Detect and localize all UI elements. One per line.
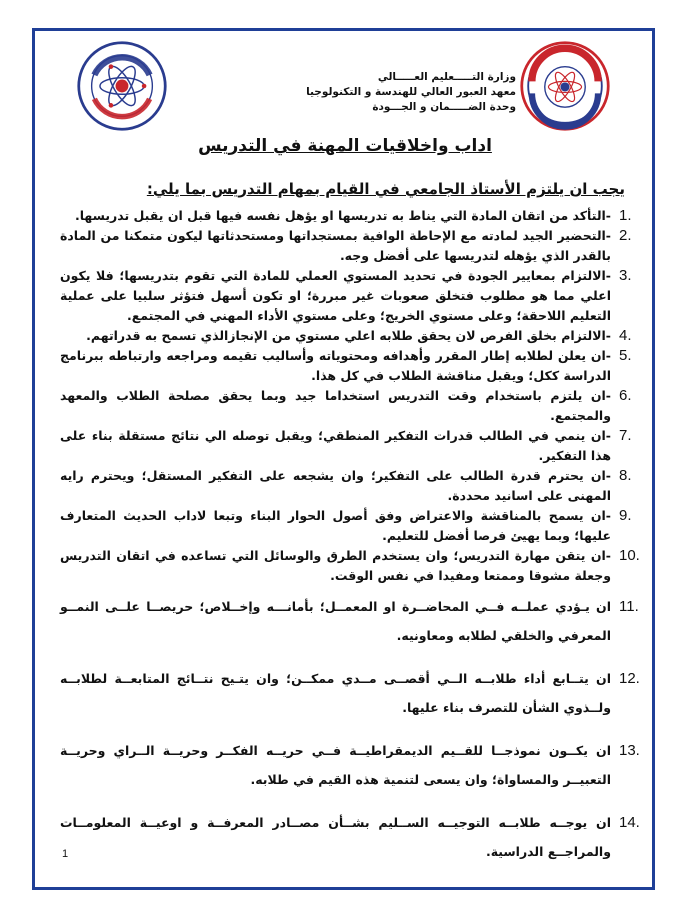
ethics-list	[60, 206, 645, 880]
item-number: 8.	[619, 467, 632, 484]
list-item	[60, 226, 645, 266]
item-number: 9.	[619, 507, 632, 524]
item-text: -الالتزام بخلق الفرص لان يحقق طلابه اعلي مستوي من الإنجازالذي تسمح به قدراتهم.	[86, 328, 611, 343]
ministry-info	[306, 70, 516, 115]
item-text: -الالتزام بمعايير الجودة في تحديد المستوي العملي للمادة التي تقوم بتدريسها؛ فلا يكون اعلي مما هو مطلوب فتخلق صعوبات غير مبررة؛ او تكون أسهل فتؤثر سلبيا على عملية التعليم اللاحقة؛ وعلى مستوي الخريج؛ وعلى مستوي الأداء المهني في المجتمع.	[60, 268, 611, 323]
item-text: -التحضير الجيد لمادته مع الإحاطة الوافية بمستجداتها ومستحدثاتها ليكون متمكنا من المادة بالقدر الذي يؤهله لتدريسها على أفضل وجه.	[60, 228, 611, 263]
page-header	[36, 32, 651, 142]
item-number: 10.	[619, 547, 640, 564]
page-title: اداب واخلاقيات المهنة في التدريس	[198, 136, 492, 156]
list-item	[60, 326, 645, 346]
list-item	[60, 664, 645, 722]
item-text: -التأكد من اتقان المادة التي يناط به تدريسها او يؤهل نفسه فيها قبل ان يقبل تدريسها.	[74, 208, 611, 223]
item-text: -ان يسمح بالمناقشة والاعتراض وفق أصول الحوار البناء وتبعا لاداب الحديث المتعارف عليها؛ وبما يهيئ فرصا أفضل للتعليم.	[60, 508, 611, 543]
item-number: 7.	[619, 427, 632, 444]
list-item	[60, 808, 645, 866]
item-text: ان يوجــه طلابــه التوجيــه الســليم بشــأن مصــادر المعرفــة و اوعيــة المعلومــات والمراجــع الدراسية.	[60, 815, 611, 859]
list-item	[60, 206, 645, 226]
item-number: 1.	[619, 207, 632, 224]
obour-atom-logo-icon	[76, 40, 168, 132]
list-item	[60, 426, 645, 466]
item-text: -ان ينمي في الطالب قدرات التفكير المنطقي؛ ويقبل توصله الي نتائج مستقلة بناء على هذا التفكير.	[60, 428, 611, 463]
list-item	[60, 466, 645, 506]
item-number: 2.	[619, 227, 632, 244]
item-text: ان يكــون نموذجــا للقــيم الديمقراطيــة فــي حريــه الفكــر وحريــة الــراي وحريــة التعبيــر والمساواة؛ وان يسعى لتنمية هذه القيم في طلابه.	[60, 743, 611, 787]
item-number: 5.	[619, 347, 632, 364]
item-number: 13.	[619, 742, 640, 759]
list-item	[60, 346, 645, 386]
ministry-line: وزارة التـــــعليم العـــــالي	[377, 71, 516, 83]
list-item	[60, 506, 645, 546]
list-item	[60, 266, 645, 326]
item-text: ان يـؤدي عملــه فــي المحاضــرة او المعمــل؛ بأمانـــه وإخــلاص؛ حريصــا علــى النمــو المعرفي والخلقي لطلابه ومعاونيه.	[60, 599, 611, 643]
section-intro: يجب ان يلتزم الأستاذ الجامعي في القيام بمهام التدريس بما يلي:	[146, 180, 625, 198]
item-number: 6.	[619, 387, 632, 404]
quality-assurance-logo-icon	[519, 40, 611, 132]
item-number: 14.	[619, 814, 640, 831]
list-item	[60, 546, 645, 586]
list-item	[60, 592, 645, 650]
list-item	[60, 386, 645, 426]
item-text: ان يتــابع أداء طلابــه الــي أقصــى مــدي ممكــن؛ وان يتـيح نتــائج المتابعــة لطلابــه ولــذوي الشأن للتصرف بناء عليها.	[60, 671, 611, 715]
item-number: 11.	[619, 598, 639, 615]
item-number: 4.	[619, 327, 632, 344]
institute-line: معهد العبور العالي للهندسة و التكنولوجيا	[306, 86, 516, 98]
item-text: -ان يلتزم باستخدام وقت التدريس استخداما جيد وبما يحقق مصلحة الطلاب والمعهد والمجتمع.	[60, 388, 611, 423]
item-number: 3.	[619, 267, 632, 284]
item-text: -ان يعلن لطلابه إطار المقرر وأهدافه ومحتوياته وأساليب تقيمه ومراجعه وارتباطه ببرنامج الدراسة ككل؛ ويقبل مناقشة الطلاب في كل هذا.	[60, 348, 611, 383]
quality-unit-line: وحدة الضـــــمان و الجـــودة	[372, 101, 516, 113]
page-number: 1	[62, 848, 69, 860]
item-number: 12.	[619, 670, 640, 687]
item-text: -ان يتقن مهارة التدريس؛ وان يستخدم الطرق والوسائل التي تساعده في اتقان التدريس وجعلة مشوقا وممتعا ومفيدا في نفس الوقت.	[60, 548, 611, 583]
item-text: -ان يحترم قدرة الطالب على التفكير؛ وان يشجعه على التفكير المستقل؛ ويحترم رايه المهنى على اسانيد محددة.	[60, 468, 611, 503]
list-item	[60, 736, 645, 794]
